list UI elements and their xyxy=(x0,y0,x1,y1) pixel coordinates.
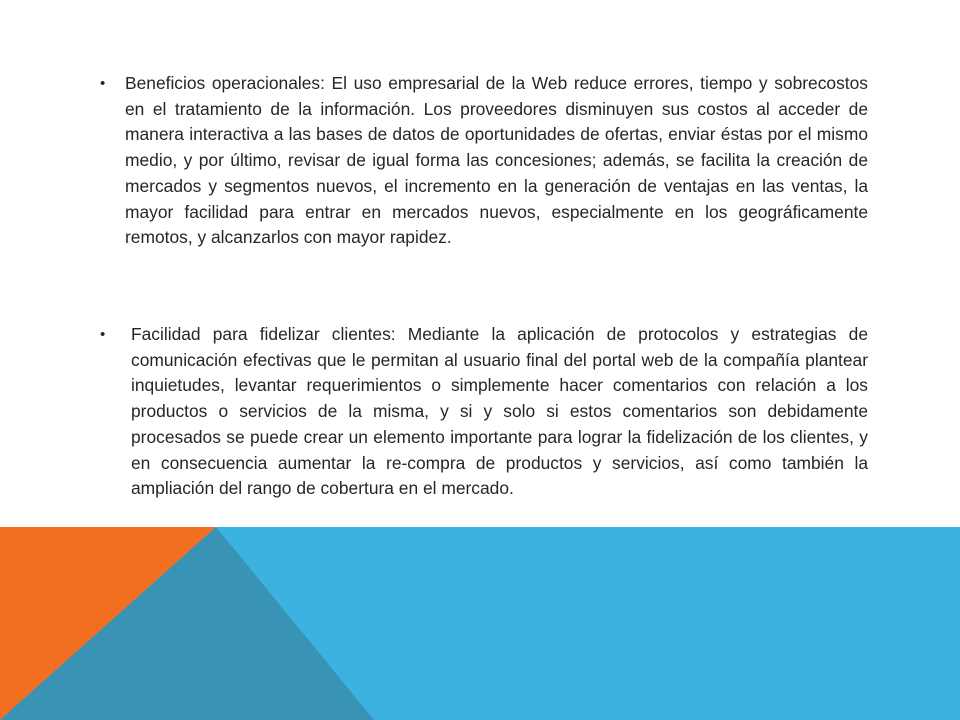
bullet-text: Beneficios operacionales: El uso empresarial de la Web reduce errores, tiempo y sobrecostos en el tratamiento de la información. Los proveedores disminuyen sus costos al acceder de manera interactiva a las bases de datos de oportunidades de ofertas, enviar éstas por el mismo medio, y por último, revisar de igual forma las concesiones; además, se facilita la creación de mercados y segmentos nuevos, el incremento en la generación de ventajas en las ventas, la mayor facilidad para entrar en mercados nuevos, especialmente en los geográficamente remotos, y alcanzarlos con mayor rapidez. xyxy=(125,73,868,248)
bullet-marker: • xyxy=(100,326,106,343)
orange-triangle xyxy=(0,527,216,720)
teal-triangle xyxy=(0,527,374,720)
blue-band xyxy=(0,527,960,720)
bullet-marker: • xyxy=(100,75,106,92)
bullet-text: Facilidad para fidelizar clientes: Mediante la aplicación de protocolos y estrategias de comunicación efectivas que le permitan al usuario final del portal web de la compañía plantear inquietudes, levantar requerimientos o simplemente hacer comentarios con relación a los productos o servicios de la misma, y si y solo si estos comentarios son debidamente procesados se puede crear un elemento importante para lograr la fidelización de los clientes, y en consecuencia aumentar la re-compra de productos y servicios, así como también la ampliación del rango de cobertura en el mercado. xyxy=(131,324,868,499)
bullet-item-fidelizar-clientes xyxy=(100,322,868,502)
bullet-item-beneficios-operacionales xyxy=(100,71,868,251)
